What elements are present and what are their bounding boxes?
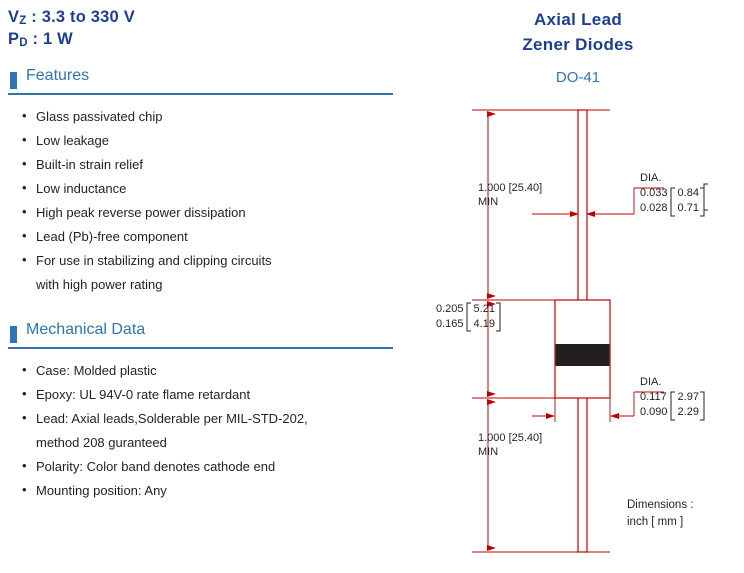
list-item: • Lead (Pb)-free component xyxy=(22,225,408,249)
mechanical-heading-bar xyxy=(10,326,17,343)
dim-label-lead-top xyxy=(478,182,542,210)
dim-lead-top-line1: 1.000 [25.40] xyxy=(478,182,543,194)
dim-lead-dia-in-2: 0.028 xyxy=(640,202,668,215)
spec-vz-value: : 3.3 to 330 V xyxy=(26,8,135,26)
list-item-continuation: with high power rating xyxy=(36,276,163,292)
list-item: • Mounting position: Any xyxy=(22,479,408,503)
spec-vz-symbol: V xyxy=(8,8,20,26)
spec-pd-value: : 1 W xyxy=(27,30,73,49)
list-item: • Built-in strain relief xyxy=(22,153,408,177)
features-heading-rule xyxy=(8,93,393,95)
left-column xyxy=(8,6,408,503)
features-heading xyxy=(8,66,393,95)
page-title-line2: Zener Diodes xyxy=(522,34,634,54)
dim-lead-dia-mm-1: 0.84 xyxy=(677,187,699,200)
bracket-close-icon xyxy=(495,302,501,332)
list-item: • Low leakage xyxy=(22,129,408,153)
spec-pd xyxy=(8,28,408,50)
list-item: • Lead: Axial leads,Solderable per MIL-STD-202, xyxy=(22,407,408,431)
units-note-line2: inch [ mm ] xyxy=(627,515,684,528)
bracket-close-icon xyxy=(699,187,705,217)
spec-pd-symbol: P xyxy=(8,30,20,49)
dim-body-dia-mm-2: 2.29 xyxy=(677,406,699,419)
dim-label-body-dia xyxy=(640,376,705,421)
units-note-line1: Dimensions : xyxy=(627,499,694,511)
dim-label-lead-dia xyxy=(640,172,705,217)
bracket-right-body xyxy=(495,302,501,332)
dim-lead-bottom-line2: MIN xyxy=(478,445,499,458)
dim-body-dia-in-2: 0.090 xyxy=(640,406,668,419)
spec-vz xyxy=(8,6,408,28)
list-item: • For use in stabilizing and clipping circuits xyxy=(22,249,408,273)
list-item: • Low inductance xyxy=(22,177,408,201)
dim-lead-dia-in-1: 0.033 xyxy=(640,187,668,200)
list-item: • Epoxy: UL 94V-0 rate flame retardant xyxy=(22,383,408,407)
dim-lead-dia-mm-2: 0.71 xyxy=(677,202,699,215)
dim-lead-dia-label: DIA. xyxy=(640,172,662,184)
dim-body-dia-in-1: 0.117 xyxy=(640,391,667,404)
bracket-right-lead-dia xyxy=(699,187,705,217)
mechanical-heading-rule xyxy=(8,347,393,349)
cathode-band xyxy=(556,344,610,366)
right-column xyxy=(412,0,744,573)
dim-lead-bottom-line1: 1.000 [25.40] xyxy=(478,432,543,444)
bracket-close-icon xyxy=(699,391,705,421)
spec-vz-subscript: Z xyxy=(19,15,27,27)
dim-body-length-in-1: 0.205 xyxy=(436,302,464,315)
dim-lead-dia-table xyxy=(640,187,705,217)
dim-body-length-in-2: 0.165 xyxy=(436,317,464,330)
mechanical-heading-label: Mechanical Data xyxy=(26,320,146,338)
dim-body-dia-table xyxy=(640,391,705,421)
mechanical-heading xyxy=(8,320,393,349)
bracket-right-body-dia xyxy=(699,391,705,421)
dim-label-body-length xyxy=(436,302,501,332)
dim-body-length-table xyxy=(436,302,501,332)
dim-body-length-mm-2: 4.19 xyxy=(473,317,495,330)
features-list xyxy=(8,105,408,297)
list-item: • High peak reverse power dissipation xyxy=(22,201,408,225)
page-title xyxy=(412,8,744,86)
dim-body-dia-mm-1: 2.97 xyxy=(677,391,699,404)
list-item-continuation: method 208 guranteed xyxy=(36,435,167,451)
package-outline-drawing xyxy=(412,92,744,570)
dim-body-dia-label: DIA. xyxy=(640,376,662,388)
spec-pd-subscript: D xyxy=(19,37,28,50)
units-note xyxy=(627,497,693,530)
list-item: • Glass passivated chip xyxy=(22,105,408,129)
page-title-line1: Axial Lead xyxy=(533,10,623,29)
dim-label-lead-bottom xyxy=(478,432,542,460)
list-item: • Case: Molded plastic xyxy=(22,359,408,383)
dim-body-length-mm-1: 5.21 xyxy=(473,302,495,315)
package-label: DO-41 xyxy=(555,69,601,87)
features-heading-label: Features xyxy=(26,66,90,84)
list-item: • Polarity: Color band denotes cathode end xyxy=(22,455,408,479)
mechanical-list xyxy=(8,359,408,503)
features-heading-bar xyxy=(10,72,17,89)
dim-lead-top-line2: MIN xyxy=(478,195,499,208)
